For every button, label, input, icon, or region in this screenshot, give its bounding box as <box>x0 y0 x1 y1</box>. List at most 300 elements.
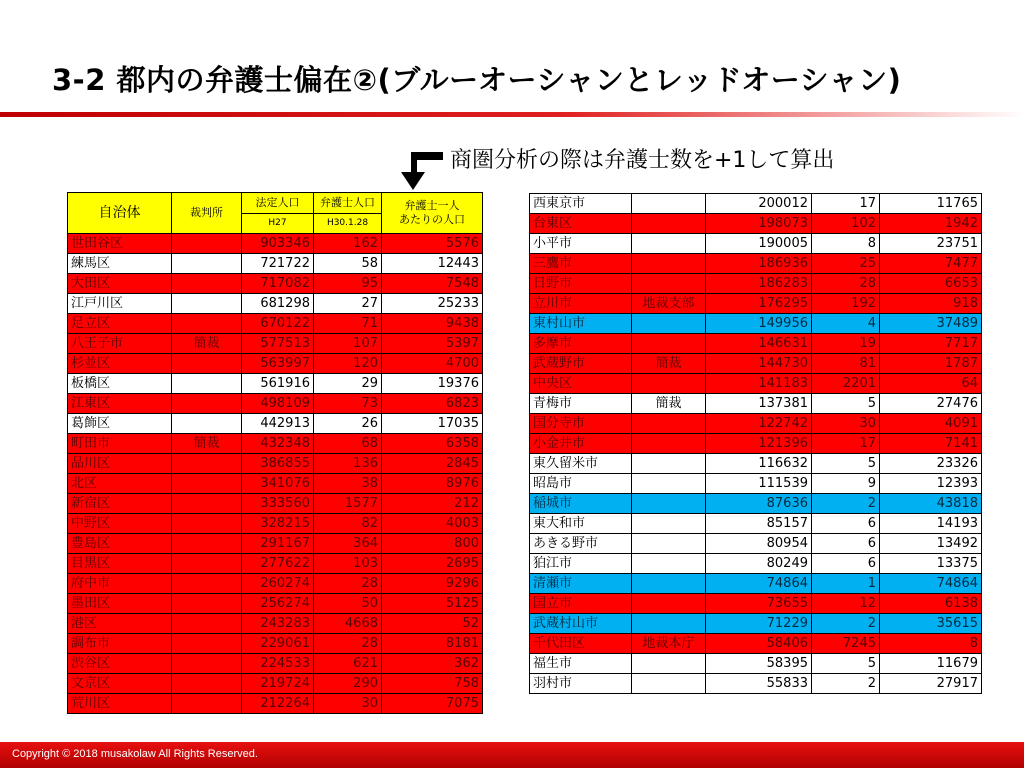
per-lawyer-cell: 12443 <box>382 254 483 274</box>
per-lawyer-cell: 1787 <box>880 354 982 374</box>
table-row <box>530 254 982 274</box>
lawyers-cell: 364 <box>314 534 382 554</box>
population-cell: 71229 <box>706 614 812 634</box>
court-cell <box>172 474 242 494</box>
court-cell <box>632 594 706 614</box>
population-cell: 58406 <box>706 634 812 654</box>
per-lawyer-cell: 43818 <box>880 494 982 514</box>
table-row <box>530 534 982 554</box>
lawyers-cell: 17 <box>812 194 880 214</box>
municipality-cell: 日野市 <box>530 274 632 294</box>
court-cell <box>172 414 242 434</box>
court-cell <box>632 614 706 634</box>
table-row <box>530 454 982 474</box>
population-cell: 561916 <box>242 374 314 394</box>
table-row <box>530 354 982 374</box>
municipality-cell: 板橋区 <box>68 374 172 394</box>
court-cell <box>172 374 242 394</box>
population-cell: 386855 <box>242 454 314 474</box>
per-lawyer-cell: 7141 <box>880 434 982 454</box>
municipality-cell: 多摩市 <box>530 334 632 354</box>
table-row <box>530 554 982 574</box>
table-row <box>68 294 483 314</box>
municipality-cell: 昭島市 <box>530 474 632 494</box>
per-lawyer-cell: 14193 <box>880 514 982 534</box>
title-underline <box>0 112 1024 117</box>
per-lawyer-cell: 74864 <box>880 574 982 594</box>
population-cell: 291167 <box>242 534 314 554</box>
header-population: 法定人口 <box>242 193 314 214</box>
table-row <box>68 314 483 334</box>
population-cell: 146631 <box>706 334 812 354</box>
per-lawyer-cell: 4091 <box>880 414 982 434</box>
population-cell: 190005 <box>706 234 812 254</box>
lawyers-cell: 2 <box>812 614 880 634</box>
court-cell <box>172 294 242 314</box>
header-per-lawyer-line2: あたりの人口 <box>399 213 465 226</box>
table-row <box>530 414 982 434</box>
municipality-cell: 西東京市 <box>530 194 632 214</box>
slide-title: 3-2 都内の弁護士偏在②(ブルーオーシャンとレッドオーシャン) <box>52 63 902 97</box>
lawyers-cell: 1 <box>812 574 880 594</box>
municipality-cell: 国分寺市 <box>530 414 632 434</box>
per-lawyer-cell: 800 <box>382 534 483 554</box>
lawyers-cell: 30 <box>812 414 880 434</box>
per-lawyer-cell: 918 <box>880 294 982 314</box>
table-row <box>530 474 982 494</box>
municipality-cell: 武蔵村山市 <box>530 614 632 634</box>
court-cell <box>172 254 242 274</box>
lawyers-cell: 107 <box>314 334 382 354</box>
population-cell: 243283 <box>242 614 314 634</box>
municipality-cell: 府中市 <box>68 574 172 594</box>
table-row <box>530 494 982 514</box>
table-row <box>68 634 483 654</box>
population-cell: 200012 <box>706 194 812 214</box>
population-cell: 176295 <box>706 294 812 314</box>
table-row <box>530 294 982 314</box>
population-cell: 122742 <box>706 414 812 434</box>
lawyers-cell: 162 <box>314 234 382 254</box>
municipality-cell: 東久留米市 <box>530 454 632 474</box>
population-cell: 58395 <box>706 654 812 674</box>
court-cell <box>172 454 242 474</box>
lawyers-cell: 5 <box>812 394 880 414</box>
population-cell: 333560 <box>242 494 314 514</box>
table-row <box>530 314 982 334</box>
table-row <box>68 514 483 534</box>
court-cell <box>172 614 242 634</box>
municipality-cell: 武蔵野市 <box>530 354 632 374</box>
municipality-cell: 福生市 <box>530 654 632 674</box>
municipality-cell: 町田市 <box>68 434 172 454</box>
court-cell <box>632 314 706 334</box>
municipality-cell: 新宿区 <box>68 494 172 514</box>
right-data-table <box>529 193 982 694</box>
per-lawyer-cell: 4700 <box>382 354 483 374</box>
municipality-cell: 北区 <box>68 474 172 494</box>
lawyers-cell: 7245 <box>812 634 880 654</box>
lawyers-cell: 621 <box>314 654 382 674</box>
court-cell <box>632 234 706 254</box>
lawyers-cell: 95 <box>314 274 382 294</box>
court-cell <box>172 394 242 414</box>
table-row <box>68 234 483 254</box>
population-cell: 498109 <box>242 394 314 414</box>
court-cell <box>632 514 706 534</box>
per-lawyer-cell: 6653 <box>880 274 982 294</box>
lawyers-cell: 4 <box>812 314 880 334</box>
table-row <box>530 654 982 674</box>
table-row <box>68 614 483 634</box>
court-cell <box>172 314 242 334</box>
lawyers-cell: 102 <box>812 214 880 234</box>
court-cell <box>632 474 706 494</box>
per-lawyer-cell: 758 <box>382 674 483 694</box>
population-cell: 85157 <box>706 514 812 534</box>
table-row <box>68 534 483 554</box>
population-cell: 144730 <box>706 354 812 374</box>
header-court: 裁判所 <box>172 193 242 234</box>
per-lawyer-cell: 5397 <box>382 334 483 354</box>
per-lawyer-cell: 362 <box>382 654 483 674</box>
population-cell: 87636 <box>706 494 812 514</box>
court-cell <box>632 454 706 474</box>
lawyers-cell: 103 <box>314 554 382 574</box>
court-cell <box>632 274 706 294</box>
per-lawyer-cell: 23751 <box>880 234 982 254</box>
per-lawyer-cell: 27917 <box>880 674 982 694</box>
table-row <box>68 254 483 274</box>
municipality-cell: 足立区 <box>68 314 172 334</box>
per-lawyer-cell: 7477 <box>880 254 982 274</box>
lawyers-cell: 27 <box>314 294 382 314</box>
population-cell: 328215 <box>242 514 314 534</box>
population-cell: 681298 <box>242 294 314 314</box>
table-row <box>530 574 982 594</box>
court-cell: 簡裁 <box>632 394 706 414</box>
table-row <box>530 214 982 234</box>
court-cell <box>172 494 242 514</box>
municipality-cell: 小金井市 <box>530 434 632 454</box>
court-cell <box>172 554 242 574</box>
per-lawyer-cell: 2845 <box>382 454 483 474</box>
court-cell <box>172 234 242 254</box>
per-lawyer-cell: 7717 <box>880 334 982 354</box>
lawyers-cell: 5 <box>812 454 880 474</box>
lawyers-cell: 9 <box>812 474 880 494</box>
per-lawyer-cell: 25233 <box>382 294 483 314</box>
table-row <box>68 454 483 474</box>
lawyers-cell: 5 <box>812 654 880 674</box>
population-cell: 224533 <box>242 654 314 674</box>
per-lawyer-cell: 12393 <box>880 474 982 494</box>
population-cell: 55833 <box>706 674 812 694</box>
per-lawyer-cell: 9296 <box>382 574 483 594</box>
municipality-cell: 豊島区 <box>68 534 172 554</box>
lawyers-cell: 120 <box>314 354 382 374</box>
lawyers-cell: 29 <box>314 374 382 394</box>
population-cell: 111539 <box>706 474 812 494</box>
per-lawyer-cell: 2695 <box>382 554 483 574</box>
court-cell: 簡裁 <box>172 334 242 354</box>
per-lawyer-cell: 8976 <box>382 474 483 494</box>
left-data-table <box>67 192 483 714</box>
municipality-cell: 文京区 <box>68 674 172 694</box>
lawyers-cell: 8 <box>812 234 880 254</box>
municipality-cell: 中央区 <box>530 374 632 394</box>
population-cell: 137381 <box>706 394 812 414</box>
per-lawyer-cell: 9438 <box>382 314 483 334</box>
population-cell: 121396 <box>706 434 812 454</box>
court-cell: 簡裁 <box>172 434 242 454</box>
lawyers-cell: 19 <box>812 334 880 354</box>
court-cell <box>632 334 706 354</box>
population-cell: 577513 <box>242 334 314 354</box>
table-row <box>530 594 982 614</box>
court-cell <box>632 494 706 514</box>
population-cell: 341076 <box>242 474 314 494</box>
table-row <box>530 614 982 634</box>
lawyers-cell: 6 <box>812 514 880 534</box>
population-cell: 198073 <box>706 214 812 234</box>
municipality-cell: 中野区 <box>68 514 172 534</box>
population-cell: 256274 <box>242 594 314 614</box>
table-row <box>68 694 483 714</box>
lawyers-cell: 30 <box>314 694 382 714</box>
court-cell <box>172 654 242 674</box>
municipality-cell: 品川区 <box>68 454 172 474</box>
table-row <box>68 474 483 494</box>
population-cell: 432348 <box>242 434 314 454</box>
lawyers-cell: 2 <box>812 674 880 694</box>
per-lawyer-cell: 35615 <box>880 614 982 634</box>
table-row <box>530 374 982 394</box>
population-cell: 670122 <box>242 314 314 334</box>
municipality-cell: 杉並区 <box>68 354 172 374</box>
per-lawyer-cell: 52 <box>382 614 483 634</box>
footer-bar <box>0 742 1024 768</box>
table-row <box>530 194 982 214</box>
per-lawyer-cell: 37489 <box>880 314 982 334</box>
lawyers-cell: 26 <box>314 414 382 434</box>
lawyers-cell: 28 <box>314 574 382 594</box>
population-cell: 186936 <box>706 254 812 274</box>
municipality-cell: 国立市 <box>530 594 632 614</box>
municipality-cell: 練馬区 <box>68 254 172 274</box>
municipality-cell: 八王子市 <box>68 334 172 354</box>
per-lawyer-cell: 8 <box>880 634 982 654</box>
court-cell <box>632 414 706 434</box>
table-row <box>68 394 483 414</box>
per-lawyer-cell: 13375 <box>880 554 982 574</box>
lawyers-cell: 82 <box>314 514 382 534</box>
table-row <box>530 434 982 454</box>
population-cell: 442913 <box>242 414 314 434</box>
lawyers-cell: 17 <box>812 434 880 454</box>
population-cell: 260274 <box>242 574 314 594</box>
header-municipality: 自治体 <box>68 193 172 234</box>
lawyers-cell: 58 <box>314 254 382 274</box>
court-cell <box>632 654 706 674</box>
population-cell: 721722 <box>242 254 314 274</box>
per-lawyer-cell: 64 <box>880 374 982 394</box>
per-lawyer-cell: 6138 <box>880 594 982 614</box>
population-cell: 212264 <box>242 694 314 714</box>
lawyers-cell: 25 <box>812 254 880 274</box>
municipality-cell: 羽村市 <box>530 674 632 694</box>
lawyers-cell: 28 <box>314 634 382 654</box>
header-row-1 <box>68 193 483 214</box>
municipality-cell: あきる野市 <box>530 534 632 554</box>
municipality-cell: 渋谷区 <box>68 654 172 674</box>
table-row <box>530 634 982 654</box>
court-cell: 地裁支部 <box>632 294 706 314</box>
municipality-cell: 青梅市 <box>530 394 632 414</box>
population-cell: 563997 <box>242 354 314 374</box>
population-cell: 186283 <box>706 274 812 294</box>
table-row <box>530 514 982 534</box>
header-per-lawyer <box>382 193 483 234</box>
per-lawyer-cell: 6823 <box>382 394 483 414</box>
lawyers-cell: 50 <box>314 594 382 614</box>
court-cell <box>632 434 706 454</box>
municipality-cell: 世田谷区 <box>68 234 172 254</box>
court-cell <box>172 274 242 294</box>
per-lawyer-cell: 6358 <box>382 434 483 454</box>
lawyers-cell: 68 <box>314 434 382 454</box>
lawyers-cell: 1577 <box>314 494 382 514</box>
municipality-cell: 清瀬市 <box>530 574 632 594</box>
per-lawyer-cell: 5576 <box>382 234 483 254</box>
population-cell: 73655 <box>706 594 812 614</box>
population-cell: 277622 <box>242 554 314 574</box>
lawyers-cell: 4668 <box>314 614 382 634</box>
court-cell: 簡裁 <box>632 354 706 374</box>
table-row <box>530 394 982 414</box>
population-cell: 149956 <box>706 314 812 334</box>
table-row <box>68 274 483 294</box>
table-row <box>68 374 483 394</box>
population-cell: 116632 <box>706 454 812 474</box>
court-cell <box>632 554 706 574</box>
table-row <box>68 574 483 594</box>
header-lawyers: 弁護士人口 <box>314 193 382 214</box>
court-cell <box>172 694 242 714</box>
court-cell <box>172 674 242 694</box>
municipality-cell: 三鷹市 <box>530 254 632 274</box>
population-cell: 141183 <box>706 374 812 394</box>
table-row <box>68 434 483 454</box>
header-per-lawyer-line1: 弁護士一人 <box>404 199 460 212</box>
lawyers-cell: 73 <box>314 394 382 414</box>
municipality-cell: 立川市 <box>530 294 632 314</box>
population-cell: 74864 <box>706 574 812 594</box>
municipality-cell: 墨田区 <box>68 594 172 614</box>
municipality-cell: 東大和市 <box>530 514 632 534</box>
municipality-cell: 小平市 <box>530 234 632 254</box>
court-cell <box>632 374 706 394</box>
table-row <box>530 234 982 254</box>
lawyers-cell: 12 <box>812 594 880 614</box>
left-table-body <box>68 193 483 714</box>
lawyers-cell: 192 <box>812 294 880 314</box>
court-cell <box>172 354 242 374</box>
court-cell <box>632 194 706 214</box>
court-cell <box>632 674 706 694</box>
per-lawyer-cell: 5125 <box>382 594 483 614</box>
calculation-note: 商圏分析の際は弁護士数を+1して算出 <box>450 148 835 173</box>
per-lawyer-cell: 11679 <box>880 654 982 674</box>
lawyers-cell: 2201 <box>812 374 880 394</box>
municipality-cell: 狛江市 <box>530 554 632 574</box>
municipality-cell: 大田区 <box>68 274 172 294</box>
lawyers-cell: 81 <box>812 354 880 374</box>
municipality-cell: 目黒区 <box>68 554 172 574</box>
per-lawyer-cell: 23326 <box>880 454 982 474</box>
lawyers-cell: 28 <box>812 274 880 294</box>
municipality-cell: 葛飾区 <box>68 414 172 434</box>
lawyers-cell: 6 <box>812 554 880 574</box>
per-lawyer-cell: 8181 <box>382 634 483 654</box>
table-row <box>68 594 483 614</box>
per-lawyer-cell: 4003 <box>382 514 483 534</box>
lawyers-cell: 38 <box>314 474 382 494</box>
table-row <box>530 334 982 354</box>
population-cell: 219724 <box>242 674 314 694</box>
arrow-down-icon <box>395 150 445 192</box>
municipality-cell: 東村山市 <box>530 314 632 334</box>
per-lawyer-cell: 19376 <box>382 374 483 394</box>
per-lawyer-cell: 212 <box>382 494 483 514</box>
population-cell: 717082 <box>242 274 314 294</box>
lawyers-cell: 290 <box>314 674 382 694</box>
per-lawyer-cell: 17035 <box>382 414 483 434</box>
court-cell <box>632 534 706 554</box>
municipality-cell: 調布市 <box>68 634 172 654</box>
per-lawyer-cell: 27476 <box>880 394 982 414</box>
population-cell: 80249 <box>706 554 812 574</box>
lawyers-cell: 71 <box>314 314 382 334</box>
table-row <box>68 334 483 354</box>
per-lawyer-cell: 7548 <box>382 274 483 294</box>
per-lawyer-cell: 13492 <box>880 534 982 554</box>
lawyers-cell: 136 <box>314 454 382 474</box>
header-population-sub: H27 <box>242 213 314 234</box>
table-row <box>530 274 982 294</box>
municipality-cell: 江戸川区 <box>68 294 172 314</box>
population-cell: 229061 <box>242 634 314 654</box>
table-row <box>68 354 483 374</box>
copyright-text: Copyright © 2018 musakolaw All Rights Reserved. <box>12 748 258 760</box>
per-lawyer-cell: 7075 <box>382 694 483 714</box>
court-cell <box>172 574 242 594</box>
court-cell: 地裁本庁 <box>632 634 706 654</box>
court-cell <box>172 514 242 534</box>
table-row <box>68 494 483 514</box>
table-row <box>68 414 483 434</box>
court-cell <box>172 534 242 554</box>
court-cell <box>632 214 706 234</box>
municipality-cell: 台東区 <box>530 214 632 234</box>
municipality-cell: 稲城市 <box>530 494 632 514</box>
table-row <box>530 674 982 694</box>
header-lawyers-sub: H30.1.28 <box>314 213 382 234</box>
court-cell <box>632 254 706 274</box>
right-table-body <box>530 194 982 694</box>
population-cell: 80954 <box>706 534 812 554</box>
table-row <box>68 654 483 674</box>
